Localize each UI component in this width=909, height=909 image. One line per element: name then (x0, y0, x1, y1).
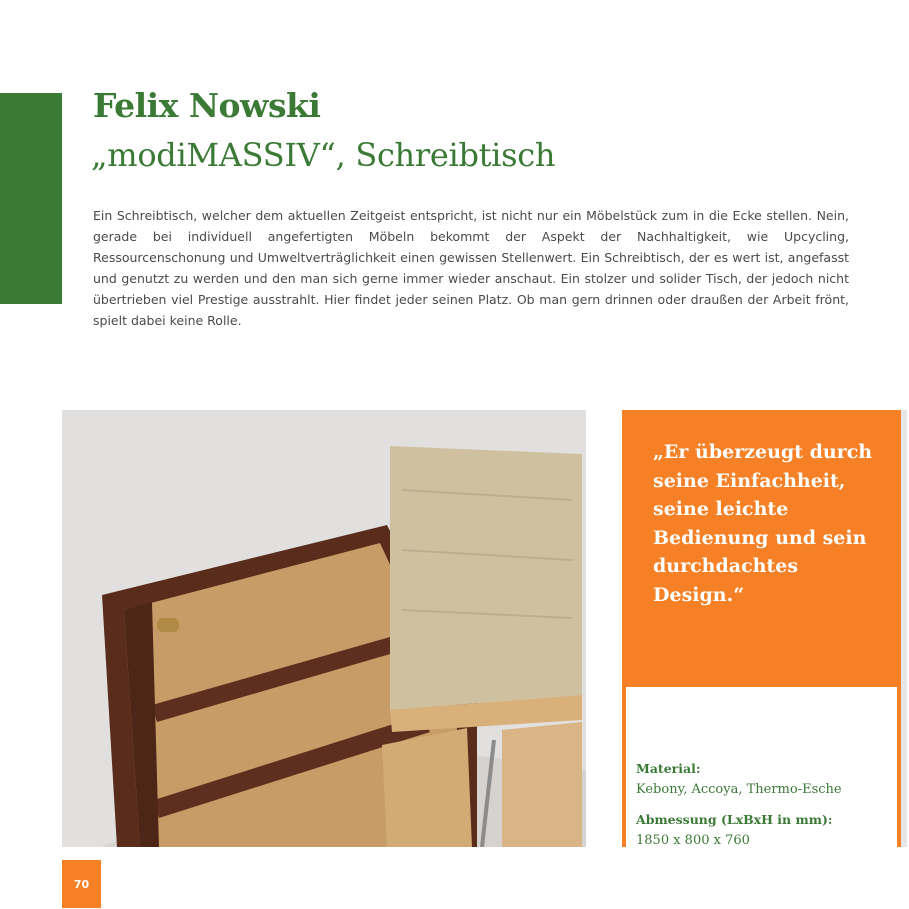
desk-photo (62, 410, 586, 847)
author-name: Felix Nowski (93, 86, 321, 125)
pull-quote: „Er überzeugt durch seine Einfachheit, seine leichte Bedienung und sein durchdachtes Design.“ (653, 441, 873, 606)
panel-shadow-right (901, 410, 907, 847)
dimensions-label: Abmessung (LxBxH in mm): (636, 812, 833, 827)
panel-border-right (897, 687, 901, 847)
product-title: „modiMASSIV“, Schreibtisch (91, 136, 556, 174)
material-label: Material: (636, 761, 701, 776)
panel-border-left (622, 687, 626, 847)
green-accent-bar (0, 93, 62, 304)
desk-illustration (62, 410, 586, 847)
dimensions-value: 1850 x 800 x 760 (636, 833, 750, 848)
page-number: 70 (62, 860, 101, 908)
quote-panel (622, 410, 901, 687)
intro-paragraph: Ein Schreibtisch, welcher dem aktuellen Zeitgeist entspricht, ist nicht nur ein Möbelstück zum in die Ecke stellen. Nein, gerade bei individuell angefertigten Möbeln bekommt der Aspekt der Nachhaltigkeit, wie Upcycling, Ressourcenschonung und Umweltverträglichkeit einen gewissen Stellenwert. Ein Schreibtisch, der es wert ist, angefasst und genutzt zu werden und den man sich gerne immer wieder anschaut. Ein stolzer und solider Tisch, der jedoch nicht übertrieben viel Prestige ausstrahlt. Hier findet jeder seinen Platz. Ob man gern drinnen oder draußen der Arbeit frönt, spielt dabei keine Rolle. (93, 208, 849, 328)
material-value: Kebony, Accoya, Thermo-Esche (636, 782, 842, 797)
